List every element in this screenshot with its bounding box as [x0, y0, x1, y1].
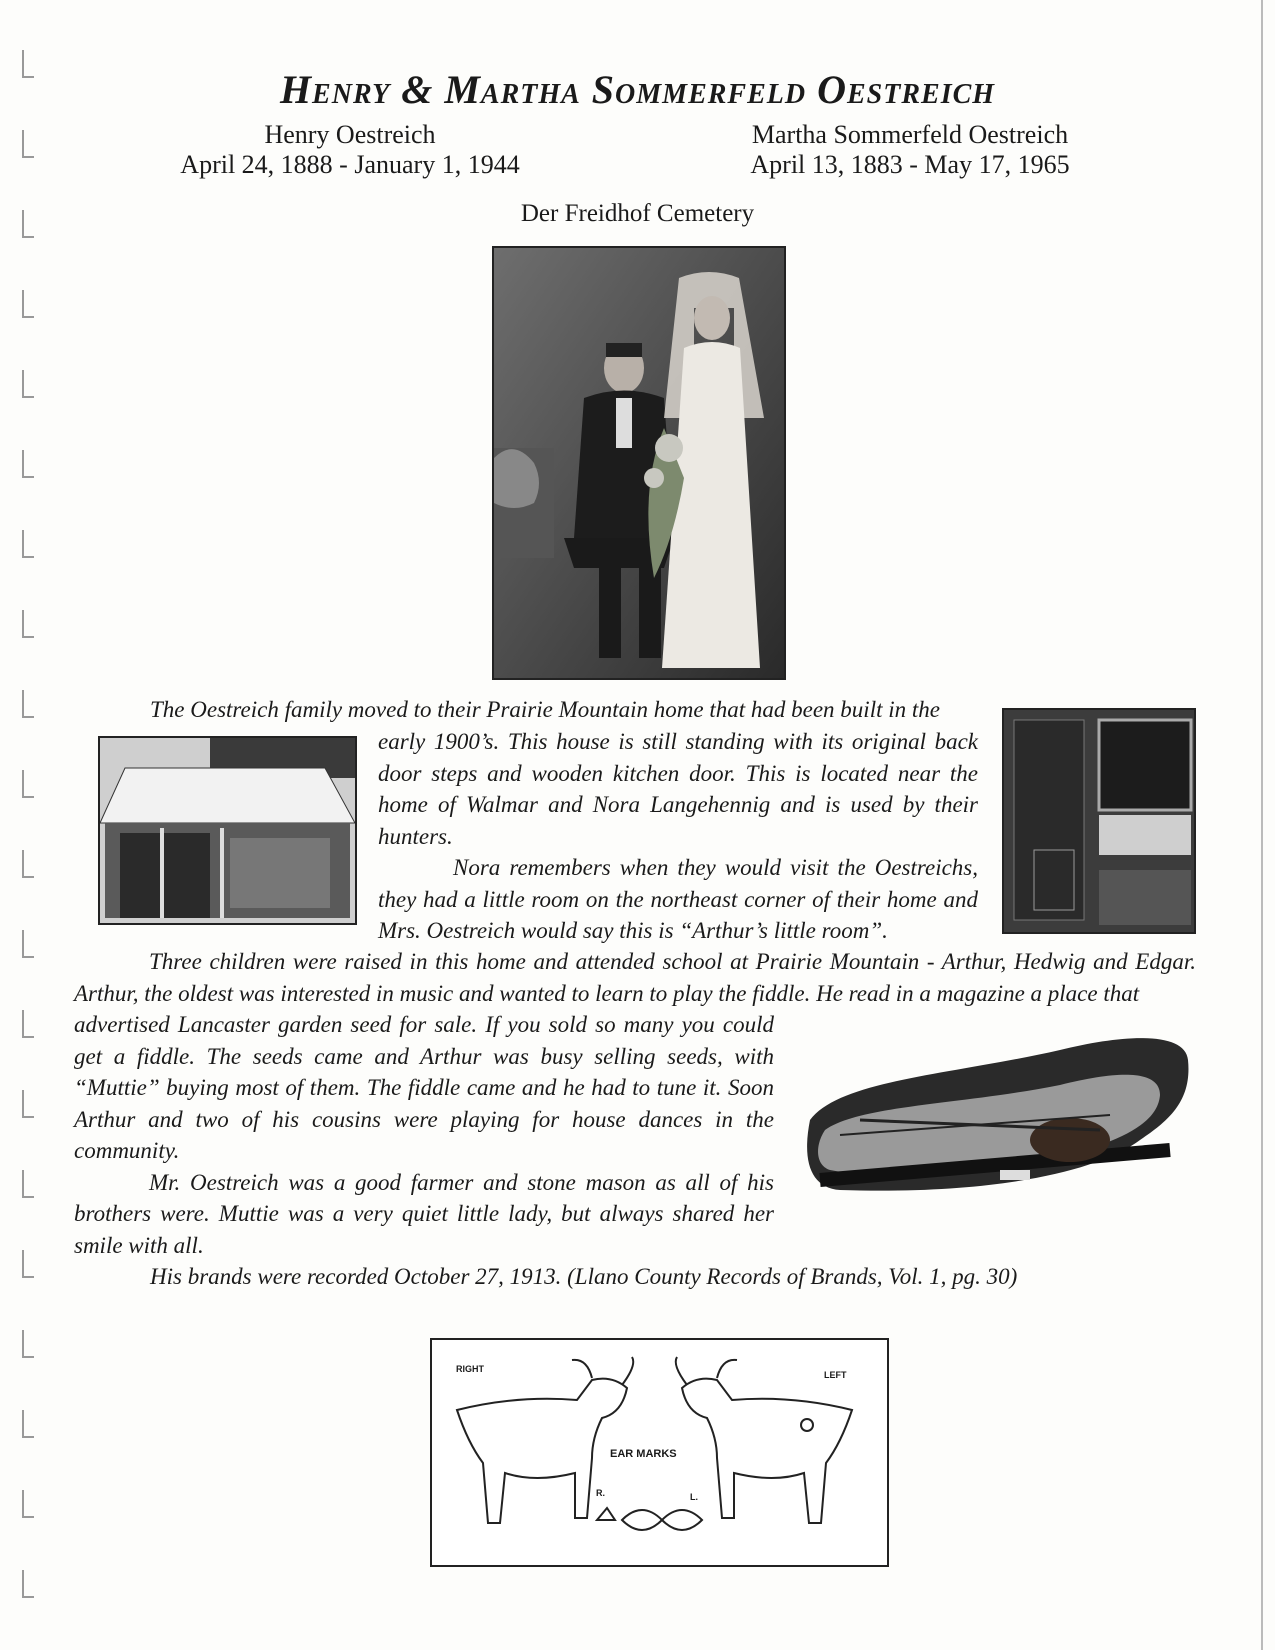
- r-label: R.: [596, 1488, 605, 1498]
- l-label: L.: [690, 1492, 698, 1502]
- ear-marks-label: EAR MARKS: [610, 1448, 677, 1460]
- fiddle-paragraph: advertised Lancaster garden seed for sale. If you sold so many you could get a fiddle. The seeds came and Arthur was busy selling seeds, with “Muttie” buying most of them. The fiddle came and he had to tune it. Soon Arthur and two of his cousins were playing for house dances in the community.: [74, 1012, 774, 1163]
- brand-figure: [430, 1338, 889, 1567]
- violin-case-image: [800, 1020, 1195, 1205]
- left-label: LEFT: [824, 1370, 847, 1380]
- children-paragraph: Three children were raised in this home and attended school at Prairie Mountain - Arthur, Hedwig and Edgar. Arthur, the oldest was interested in music and wanted to learn to play the fiddle. He read in a magazine a place that: [74, 949, 1196, 1006]
- house-photo: [98, 736, 357, 925]
- nora-paragraph: Nora remembers when they would visit the Oestreichs, they had a little room on the northeast corner of their home and Mrs. Oestreich would say this is “Arthur’s little room”.: [378, 855, 978, 943]
- farmer-paragraph: Mr. Oestreich was a good farmer and stone mason as all of his brothers were. Muttie was a very quiet little lady, but always shared her smile with all.: [74, 1169, 774, 1258]
- spiral-binding: [14, 30, 44, 1610]
- cemetery: Der Freidhof Cemetery: [520, 200, 755, 227]
- martha-dates: April 13, 1883 - May 17, 1965: [750, 150, 1070, 179]
- right-label: RIGHT: [456, 1364, 484, 1374]
- henry-block: [160, 120, 540, 180]
- cattle-drawing: [432, 1340, 887, 1565]
- page-title: Henry & Martha Sommerfeld Oestreich: [279, 67, 996, 112]
- story-para-1: early 1900’s. This house is still standing with its original back door steps and wooden kitchen door. This is located near the home of Walmar and Nora Langehennig and is used by their hunters.: [378, 729, 978, 849]
- story-line-1: The Oestreich family moved to their Prairie Mountain home that had been built in the: [150, 697, 940, 722]
- story-para-3-rest: [74, 1009, 774, 1261]
- brands-line: His brands were recorded October 27, 1913. (Llano County Records of Brands, Vol. 1, pg. 30): [150, 1264, 1018, 1289]
- door-photo: [1002, 708, 1196, 934]
- martha-name: Martha Sommerfeld Oestreich: [751, 120, 1069, 149]
- wedding-photo: [492, 246, 786, 680]
- story-para-2: [378, 852, 978, 947]
- henry-name: Henry Oestreich: [264, 120, 436, 149]
- martha-block: [720, 120, 1100, 180]
- page-edge: [1261, 0, 1263, 1650]
- henry-dates: April 24, 1888 - January 1, 1944: [180, 150, 520, 179]
- story-para-3: [74, 946, 1196, 1009]
